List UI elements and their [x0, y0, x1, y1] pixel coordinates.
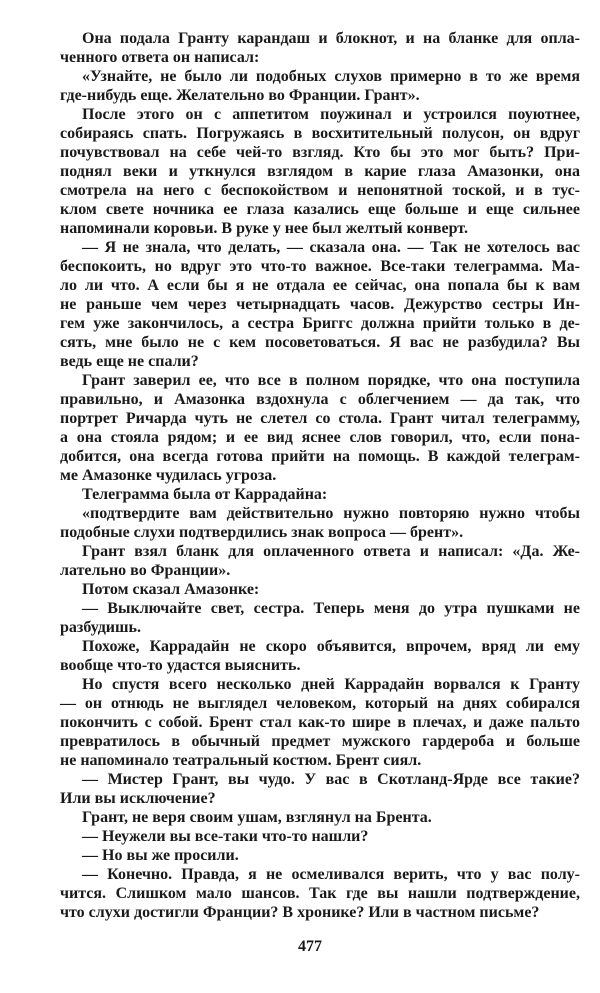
text-line: клом свете ночника ее глаза казались еще больше и еще сильнее [60, 201, 580, 218]
paragraph [60, 67, 580, 105]
text-line: портрет Ричарда чуть не слетел со стола. Грант читал телеграмму, [60, 410, 580, 427]
text-line: вообще что-то удастся выяснить. [60, 657, 301, 674]
paragraph [60, 238, 580, 371]
text-line: ведь еще не спали? [60, 353, 199, 370]
paragraph [60, 105, 580, 238]
text-line: разбудишь. [60, 619, 141, 636]
text-line: беспокоить, но вдруг это что-то важное. Все-таки телеграмма. Ма- [60, 258, 580, 275]
text-line: «Узнайте, не было ли подобных слухов примерно в то же время [82, 68, 580, 85]
text-line: Грант, не веря своим ушам, взглянул на Брента. [82, 809, 432, 826]
text-line: что слухи достигли Франции? В хронике? Или в частном письме? [60, 904, 540, 921]
text-line: подобные слухи подтвердились знак вопроса — брент». [60, 524, 464, 541]
text-line: ло ли что. А если бы я не отдала ее сейчас, она попала бы к вам [60, 277, 580, 294]
text-line: чится. Слишком мало шансов. Так где вы нашли подтверждение, [60, 885, 580, 902]
text-line: не раньше чем через четырнадцать часов. Дежурство сестры Ин- [60, 296, 580, 313]
text-line: ченного ответа он написал: [60, 49, 260, 66]
text-line: Грант заверил ее, что все в полном порядке, что она поступила [82, 372, 580, 389]
paragraph [60, 770, 580, 808]
text-line: Похоже, Каррадайн не скоро объявится, впрочем, вряд ли ему [82, 638, 580, 655]
text-line: Телеграмма была от Каррадайна: [82, 486, 328, 503]
text-line: лательно во Франции». [60, 562, 231, 579]
text-line: напоминали коровьи. В руке у нее был желтый конверт. [60, 220, 468, 237]
paragraph [60, 371, 580, 485]
text-line: — Конечно. Правда, я не осмеливался верить, что у вас полу- [82, 866, 580, 883]
page-number: 477 [298, 938, 322, 955]
paragraph [60, 485, 580, 504]
text-line: не напоминало театральный костюм. Брент сиял. [60, 752, 422, 769]
text-line: Она подала Гранту карандаш и блокнот, и на бланке для опла- [82, 30, 580, 47]
text-line: почувствовал на себе чей-то взгляд. Кто бы это мог быть? При- [60, 144, 580, 161]
paragraph [60, 846, 580, 865]
text-line: правильно, и Амазонка вздохнула с облегчением — да так, что [60, 391, 580, 408]
paragraph [60, 599, 580, 637]
text-line: добится, она всегда готова прийти на помощь. В каждой телеграм- [60, 448, 580, 465]
text-line: собираясь спать. Погружаясь в восхитительный полусон, он вдруг [60, 125, 580, 142]
paragraph [60, 637, 580, 675]
paragraph [60, 504, 580, 542]
text-line: Или вы исключение? [60, 790, 216, 807]
text-line: смотрела на него с беспокойством и непонятной тоской, и в тус- [60, 182, 580, 199]
text-line: — Выключайте свет, сестра. Теперь меня до утра пушками не [82, 600, 580, 617]
text-line: — Я не знала, что делать, — сказала она. — Так не хотелось вас [82, 239, 580, 256]
text-line: а она стояла рядом; и ее вид яснее слов говорил, что, если пона- [60, 429, 580, 446]
text-line: — Мистер Грант, вы чудо. У вас в Скотланд-Ярде все такие? [82, 771, 580, 788]
paragraph [60, 827, 580, 846]
text-line: Грант взял бланк для оплаченного ответа и написал: «Да. Же- [82, 543, 580, 560]
paragraph [60, 865, 580, 922]
text-line: превратилось в обычный предмет мужского гардероба и больше [60, 733, 580, 750]
text-line: гем уже закончилось, а сестра Бриггс должна прийти только в де- [60, 315, 580, 332]
text-line: Но спустя всего несколько дней Каррадайн ворвался к Гранту [82, 676, 580, 693]
text-line: поднял веки и уткнулся взглядом в карие глаза Амазонки, она [60, 163, 580, 180]
text-line: — Но вы же просили. [82, 847, 239, 864]
text-line: где-нибудь еще. Желательно во Франции. Грант». [60, 87, 420, 104]
paragraph [60, 542, 580, 580]
paragraph [60, 29, 580, 67]
paragraph [60, 675, 580, 770]
text-line: ме Амазонке чудилась угроза. [60, 467, 277, 484]
text-line: покончить с собой. Брент стал как-то шире в плечах, и даже пальто [60, 714, 580, 731]
book-page-text [60, 29, 580, 922]
text-line: «подтвердите вам действительно нужно повторяю нужно чтобы [82, 505, 580, 522]
text-line: — Неужели вы все-таки что-то нашли? [82, 828, 369, 845]
paragraph [60, 808, 580, 827]
text-line: — он отнюдь не выглядел человеком, который на днях собирался [60, 695, 580, 712]
text-line: сять, мне было не с кем посоветоваться. Я вас не разбудила? Вы [60, 334, 580, 351]
text-line: После этого он с аппетитом поужинал и устроился поуютнее, [82, 106, 580, 123]
paragraph [60, 580, 580, 599]
text-line: Потом сказал Амазонке: [82, 581, 260, 598]
